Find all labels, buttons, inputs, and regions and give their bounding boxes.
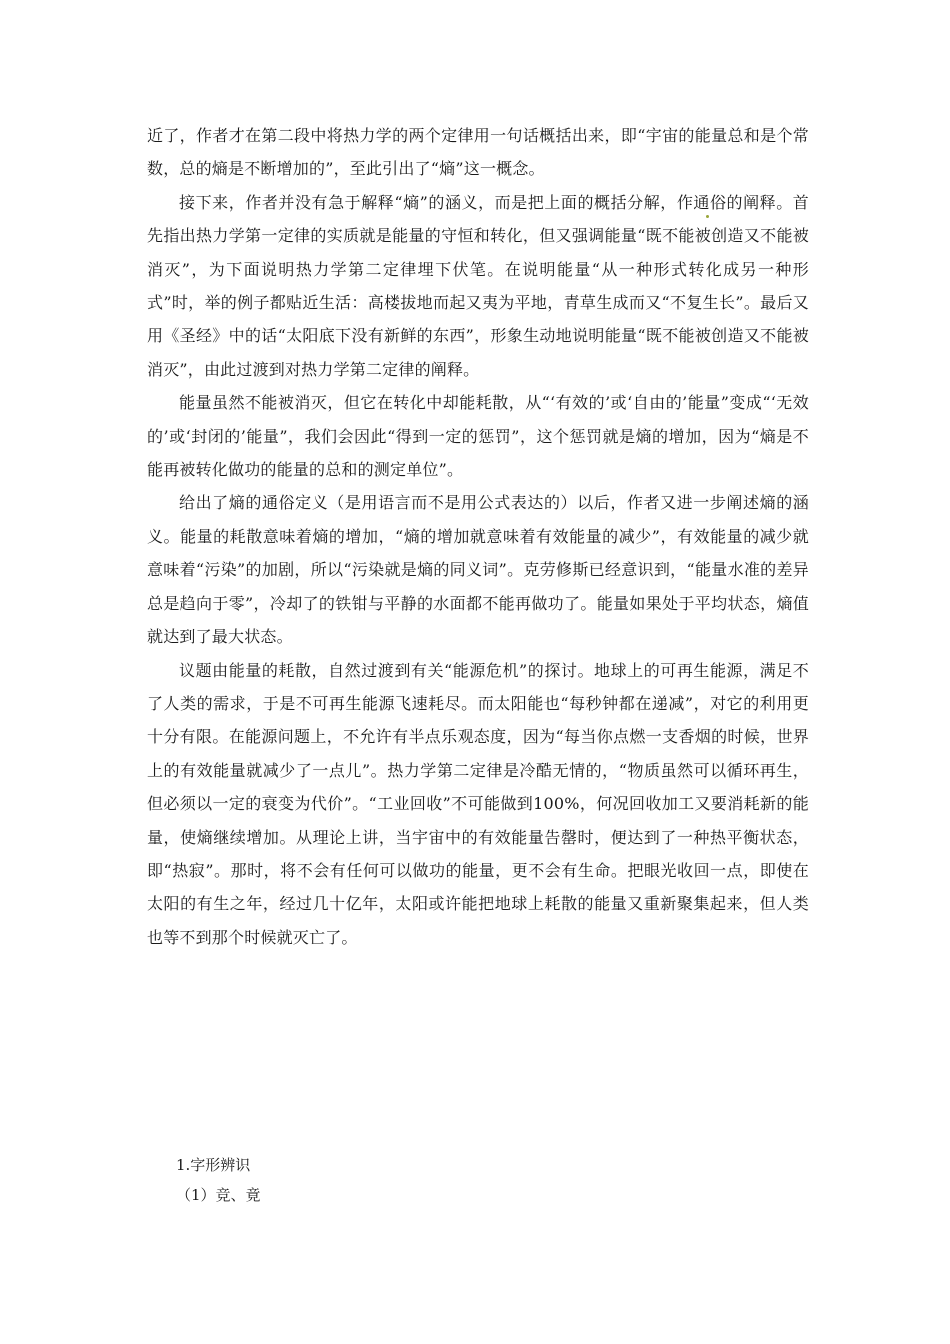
exercise-heading: 1.字形辨识 xyxy=(176,1156,251,1174)
exercise-section xyxy=(176,1152,776,1208)
exercise-item: （1）竞、竟 xyxy=(176,1186,261,1204)
paragraph-2: 接下来，作者并没有急于解释“熵”的涵义，而是把上面的概括分解，作通俗的阐释。首先指出热力学第一定律的实质就是能量的守恒和转化，但又强调能量“既不能被创造又不能被消灭”，为下面说明热力学第二定律埋下伏笔。在说明能量“从一种形式转化成另一种形式”时，举的例子都贴近生活：高楼拔地而起又夷为平地，青草生成而又“不复生长”。最后又用《圣经》中的话“太阳底下没有新鲜的东西”，形象生动地说明能量“既不能被创造又不能被消灭”，由此过渡到对热力学第二定律的阐释。 xyxy=(147,192,809,379)
stray-mark xyxy=(706,215,709,218)
paragraph-5: 议题由能量的耗散，自然过渡到有关“能源危机”的探讨。地球上的可再生能源，满足不了人类的需求，于是不可再生能源飞速耗尽。而太阳能也“每秒钟都在递减”，对它的利用更十分有限。在能源问题上，不允许有半点乐观态度，因为“每当你点燃一支香烟的时候，世界上的有效能量就减少了一点儿”。热力学第二定律是冷酷无情的，“物质虽然可以循环再生，但必须以一定的衰变为代价”。“工业回收”不可能做到100%，何况回收加工又要消耗新的能量，使熵继续增加。从理论上讲，当宇宙中的有效能量告罄时，便达到了一种热平衡状态，即“热寂”。那时，将不会有任何可以做功的能量，更不会有生命。把眼光收回一点，即使在太阳的有生之年，经过几十亿年，太阳或许能把地球上耗散的能量又重新聚集起来，但人类也等不到那个时候就灭亡了。 xyxy=(147,660,809,947)
article-body xyxy=(147,119,809,954)
paragraph-1: 近了，作者才在第二段中将热力学的两个定律用一句话概括出来，即“宇宙的能量总和是个常数，总的熵是不断增加的”，至此引出了“熵”这一概念。 xyxy=(147,126,809,179)
paragraph-3: 能量虽然不能被消灭，但它在转化中却能耗散，从“‘有效的’或‘自由的’能量”变成“‘无效的’或‘封闭的’能量”，我们会因此“得到一定的惩罚”，这个惩罚就是熵的增加，因为“熵是不能再被转化做功的能量的总和的测定单位”。 xyxy=(147,393,809,480)
paragraph-4: 给出了熵的通俗定义（是用语言而不是用公式表达的）以后，作者又进一步阐述熵的涵义。能量的耗散意味着熵的增加，“熵的增加就意味着有效能量的减少”，有效能量的减少就意味着“污染”的加剧，所以“污染就是熵的同义词”。克劳修斯已经意识到，“能量水准的差异总是趋向于零”，冷却了的铁钳与平静的水面都不能再做功了。能量如果处于平均状态，熵值就达到了最大状态。 xyxy=(147,493,809,647)
